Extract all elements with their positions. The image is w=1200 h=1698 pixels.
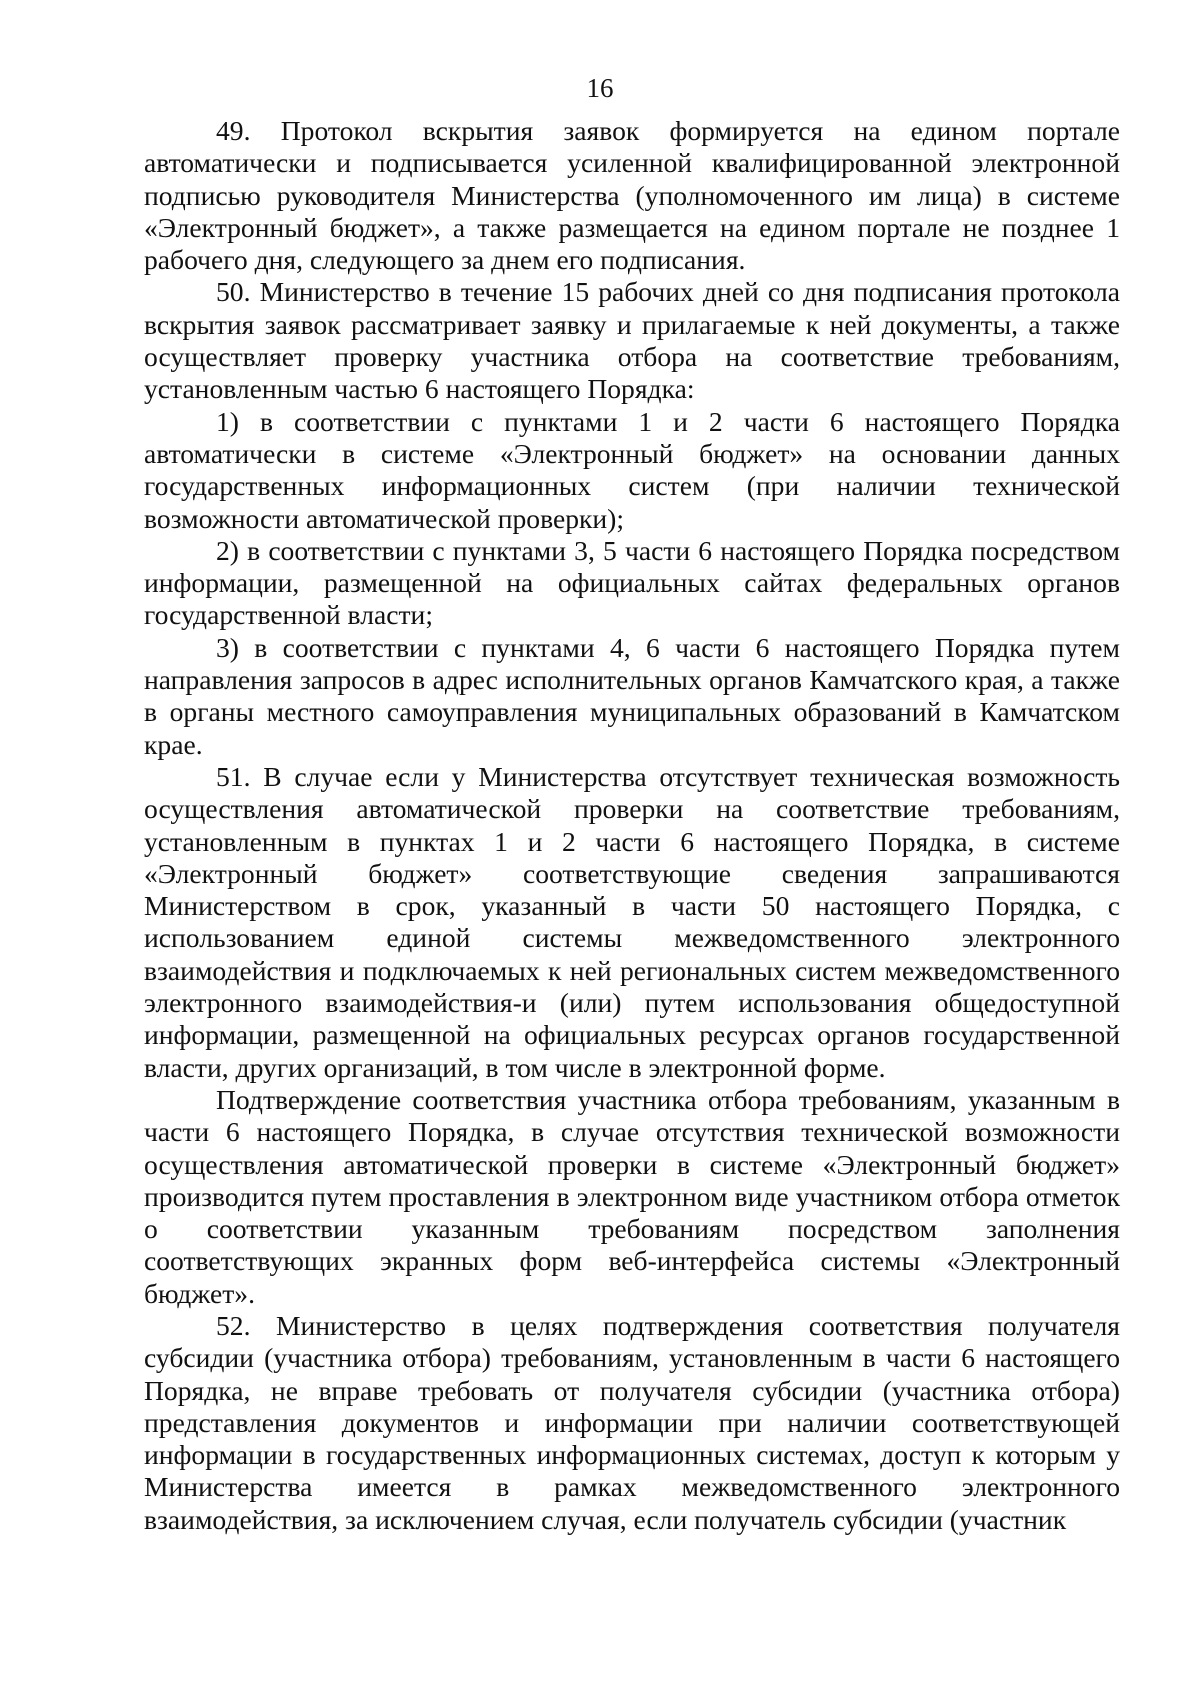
document-body [144,115,1120,1536]
paragraph-51: 51. В случае если у Министерства отсутствует техническая возможность осуществления автоматической проверки на соответствие требованиям, установленным в пунктах 1 и 2 части 6 настоящего Порядка, в системе «Электронный бюджет» соответствующие сведения запрашиваются Министерством в срок, указанный в части 50 настоящего Порядка, с использованием единой системы межведомственного электронного взаимодействия и подключаемых к ней региональных систем межведомственного электронного взаимодействия-и (или) путем использования общедоступной информации, размещенной на официальных ресурсах органов государственной власти, других организаций, в том числе в электронной форме. [144,760,1120,1083]
page-number: 16 [586,73,614,103]
paragraph-49: 49. Протокол вскрытия заявок формируется на едином портале автоматически и подписывается усиленной квалифицированной электронной подписью руководителя Министерства (уполномоченного им лица) в системе «Электронный бюджет», а также размещается на едином портале не позднее 1 рабочего дня, следующего за днем его подписания. [144,115,1120,276]
paragraph-50-item-1: 1) в соответствии с пунктами 1 и 2 части 6 настоящего Порядка автоматически в системе «Электронный бюджет» на основании данных государственных информационных систем (при наличии технической возможности автоматической проверки); [144,405,1120,534]
paragraph-52: 52. Министерство в целях подтверждения соответствия получателя субсидии (участника отбора) требованиям, установленным в части 6 настоящего Порядка, не вправе требовать от получателя субсидии (участника отбора) представления документов и информации при наличии соответствующей информации в государственных информационных системах, доступ к которым у Министерства имеется в рамках межведомственного электронного взаимодействия, за исключением случая, если получатель субсидии (участник [144,1309,1120,1535]
paragraph-51-continuation: Подтверждение соответствия участника отбора требованиям, указанным в части 6 настоящего Порядка, в случае отсутствия технической возможности осуществления автоматической проверки в системе «Электронный бюджет» производится путем проставления в электронном виде участником отбора отметок о соответствии указанным требованиям посредством заполнения соответствующих экранных форм веб-интерфейса системы «Электронный бюджет». [144,1083,1120,1309]
paragraph-50-item-3: 3) в соответствии с пунктами 4, 6 части 6 настоящего Порядка путем направления запросов в адрес исполнительных органов Камчатского края, а также в органы местного самоуправления муниципальных образований в Камчатском крае. [144,631,1120,760]
paragraph-50-item-2: 2) в соответствии с пунктами 3, 5 части 6 настоящего Порядка посредством информации, размещенной на официальных сайтах федеральных органов государственной власти; [144,534,1120,631]
paragraph-50: 50. Министерство в течение 15 рабочих дней со дня подписания протокола вскрытия заявок рассматривает заявку и прилагаемые к ней документы, а также осуществляет проверку участника отбора на соответствие требованиям, установленным частью 6 настоящего Порядка: [144,276,1120,405]
